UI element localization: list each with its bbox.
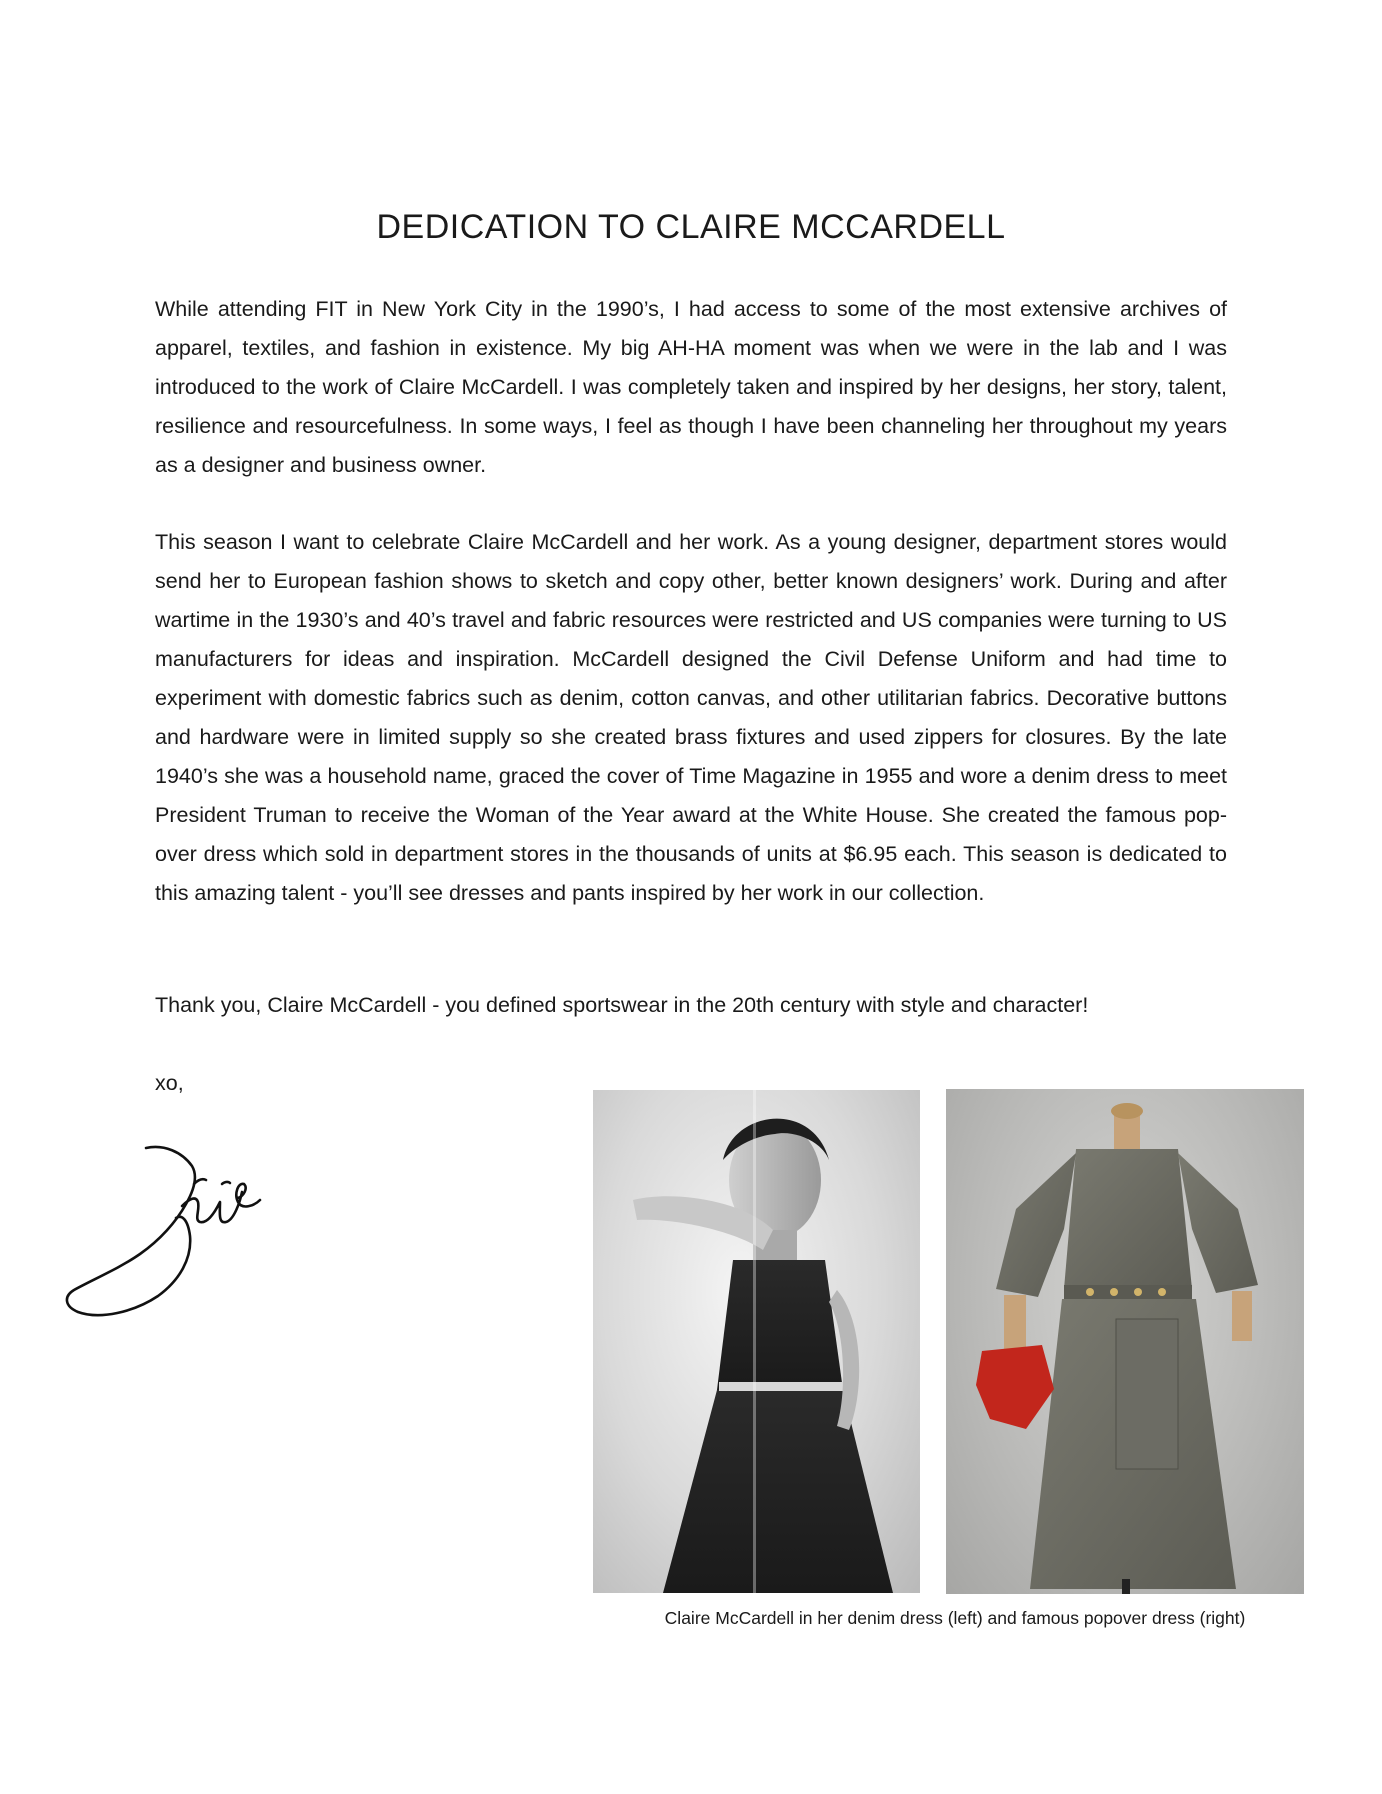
photo-caption: Claire McCardell in her denim dress (left) and famous popover dress (right) — [664, 1608, 1246, 1628]
handwritten-signature — [64, 1140, 284, 1330]
paragraph-fit-archives: While attending FIT in New York City in the 1990’s, I had access to some of the most extensive archives of apparel, textiles, and fashion in existence. My big AH-HA moment was when we were in the lab and I was introduced to the work of Claire McCardell. I was completely taken and inspired by her designs, her story, talent, resilience and resourcefulness. In some ways, I feel as though I have been channeling her throughout my years as a designer and business owner. — [155, 297, 1227, 477]
page-title: DEDICATION TO CLAIRE MCCARDELL — [376, 208, 1006, 246]
paragraph-celebrate-season: This season I want to celebrate Claire McCardell and her work. As a young designer, department stores would send her to European fashion shows to sketch and copy other, better known designers’ work. During and after wartime in the 1930’s and 40’s travel and fabric resources were restricted and US companies were turning to US manufacturers for ideas and inspiration. McCardell designed the Civil Defense Uniform and had time to experiment with domestic fabrics such as denim, cotton canvas, and other utilitarian fabrics. Decorative buttons and hardware were in limited supply so she created brass fixtures and used zippers for closures. By the late 1940’s she was a household name, graced the cover of Time Magazine in 1955 and wore a denim dress to meet President Truman to receive the Woman of the Year award at the White House. She created the famous pop-over dress which sold in department stores in the thousands of units at $6.95 each. This season is dedicated to this amazing talent - you’ll see dresses and pants inspired by her work in our collection. — [155, 530, 1227, 905]
paragraph-thank-you: Thank you, Claire McCardell - you defined sportswear in the 20th century with style and character! — [155, 993, 1089, 1017]
signoff-text: xo, — [155, 1071, 184, 1095]
photo-popover-dress — [946, 1089, 1304, 1594]
photo-mccardell-denim-dress — [593, 1090, 920, 1593]
